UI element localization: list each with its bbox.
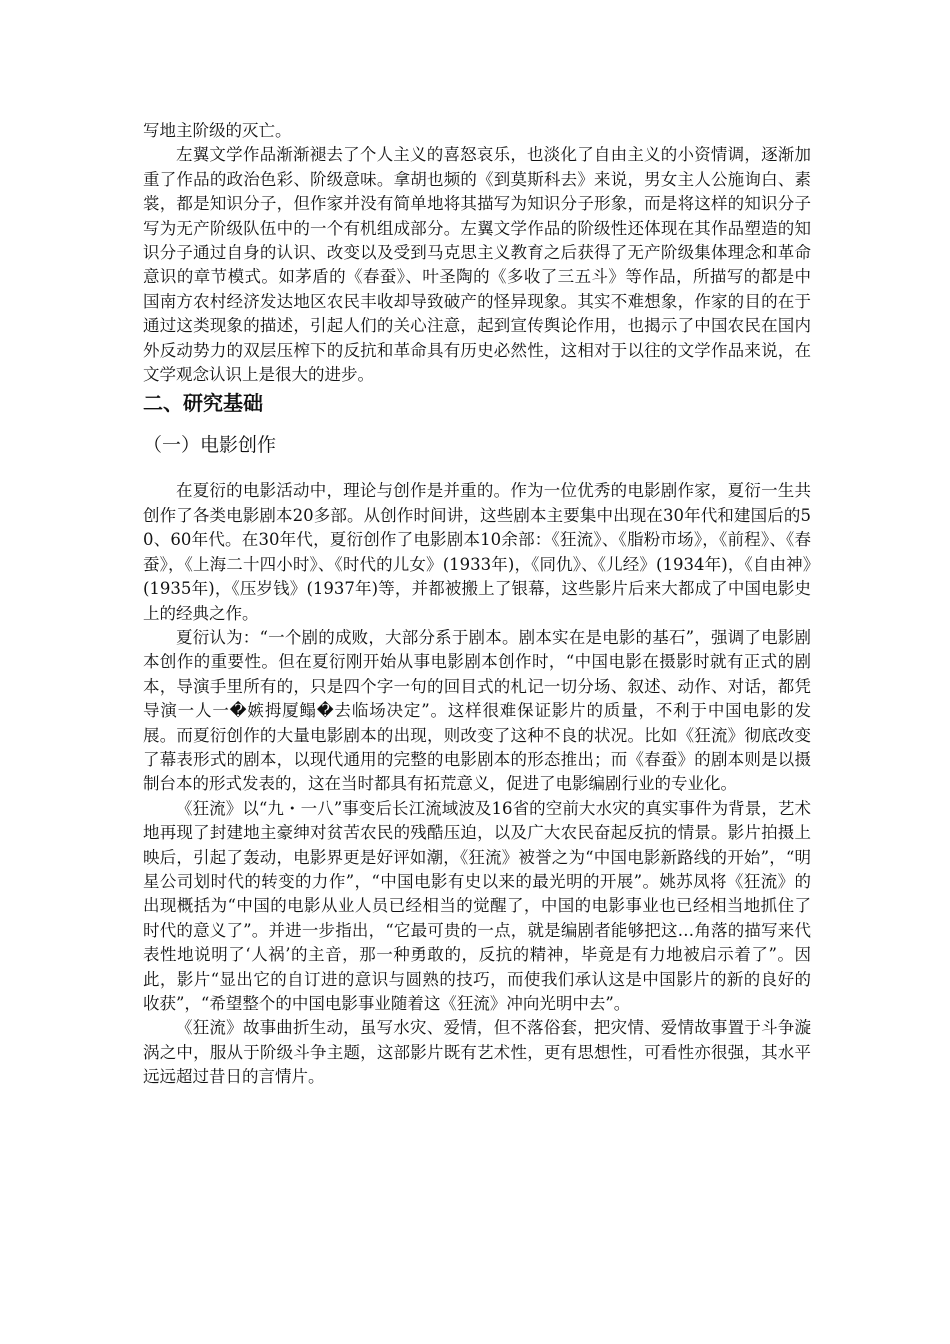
paragraph-kuangliu-reception: 《狂流》以“九・一八”事变后长江流域波及16省的空前大水灾的真实事件为背景，艺术地再现了封建地主豪绅对贫苦农民的残酷压迫，以及广大农民奋起反抗的情景。影片拍摄上映后，引起了轰动，电影界更是好评如潮，《狂流》被誉之为“中国电影新路线的开始”，“明星公司划时代的转变的力作”，“中国电影有史以来的最光明的开展”。姚苏凤将《狂流》的出现概括为“中国的电影从业人员已经相当的觉醒了，中国的电影事业也已经相当地抓住了时代的意义了”。并进一步指出，“它最可贵的一点，就是编剧者能够把这…角落的描写来代表性地说明了‘人祸’的主音，那一种勇敢的，反抗的精神，毕竟是有力地被启示着了”。因此，影片“显出它的自订进的意识与圆熟的技巧，而使我们承认这是中国影片的新的良好的收获”，“希望整个的中国电影事业随着这《狂流》冲向光明中去”。 [143, 798, 811, 1013]
paragraph-kuangliu-summary: 《狂流》故事曲折生动，虽写水灾、爱情，但不落俗套，把灾情、爱情故事置于斗争漩涡之中，服从于阶级斗争主题，这部影片既有艺术性，更有思想性，可看性亦很强，其水平远远超过昔日的言情片。 [143, 1018, 811, 1087]
subsection-heading: （一）电影创作 [143, 434, 277, 457]
paragraph-screenplay-importance: 夏衍认为：“一个剧的成败，大部分系于剧本。剧本实在是电影的基石”，强调了电影剧本创作的重要性。但在夏衍刚开始从事电影剧本创作时，“中国电影在摄影时就有正式的剧本，导演手里所有的，只是四个字一句的回目式的札记一切分场、叙述、动作、对话，都凭导演一人一�嫉拇厦鳎�去临场决定”。这样很难保证影片的质量，不利于中国电影的发展。而夏衍创作的大量电影剧本的出现，则改变了这种不良的状况。比如《狂流》彻底改变了幕表形式的剧本，以现代通用的完整的电影剧本的形态推出；而《春蚕》的剧本则是以摄制台本的形式发表的，这在当时都具有拓荒意义，促进了电影编剧行业的专业化。 [143, 627, 811, 794]
section-heading: 二、研究基础 [143, 391, 263, 416]
paragraph-left-wing-literature: 左翼文学作品渐渐褪去了个人主义的喜怒哀乐，也淡化了自由主义的小资情调，逐渐加重了作品的政治色彩、阶级意味。拿胡也频的《到莫斯科去》来说，男女主人公施询白、素裳，都是知识分子，但作家并没有简单地将其描写为知识分子形象，而是将这样的知识分子写为无产阶级队伍中的一个有机组成部分。左翼文学作品的阶级性还体现在其作品塑造的知识分子通过自身的认识、改变以及受到马克思主义教育之后获得了无产阶级集体理念和革命意识的章节模式。如茅盾的《春蚕》、叶圣陶的《多收了三五斗》等作品，所描写的都是中国南方农村经济发达地区农民丰收却导致破产的怪异现象。其实不难想象，作家的目的在于通过这类现象的描述，引起人们的关心注意，起到宣传舆论作用，也揭示了中国农民在国内外反动势力的双层压榨下的反抗和革命具有历史必然性，这相对于以往的文学作品来说，在文学观念认识上是很大的进步。 [143, 145, 811, 385]
paragraph-film-creation: 在夏衍的电影活动中，理论与创作是并重的。作为一位优秀的电影剧作家，夏衍一生共创作了各类电影剧本20多部。从创作时间讲，这些剧本主要集中出现在30年代和建国后的50、60年代。在30年代，夏衍创作了电影剧本10余部：《狂流》、《脂粉市场》，《前程》、《春蚕》，《上海二十四小时》、《时代的儿女》(1933年)，《同仇》、《儿经》(1934年)，《自由神》(1935年)，《压岁钱》(1937年)等，并都被搬上了银幕，这些影片后来大都成了中国电影史上的经典之作。 [143, 481, 811, 623]
document-body [143, 119, 811, 1090]
paragraph-continuation: 写地主阶级的灭亡。 [143, 121, 292, 140]
